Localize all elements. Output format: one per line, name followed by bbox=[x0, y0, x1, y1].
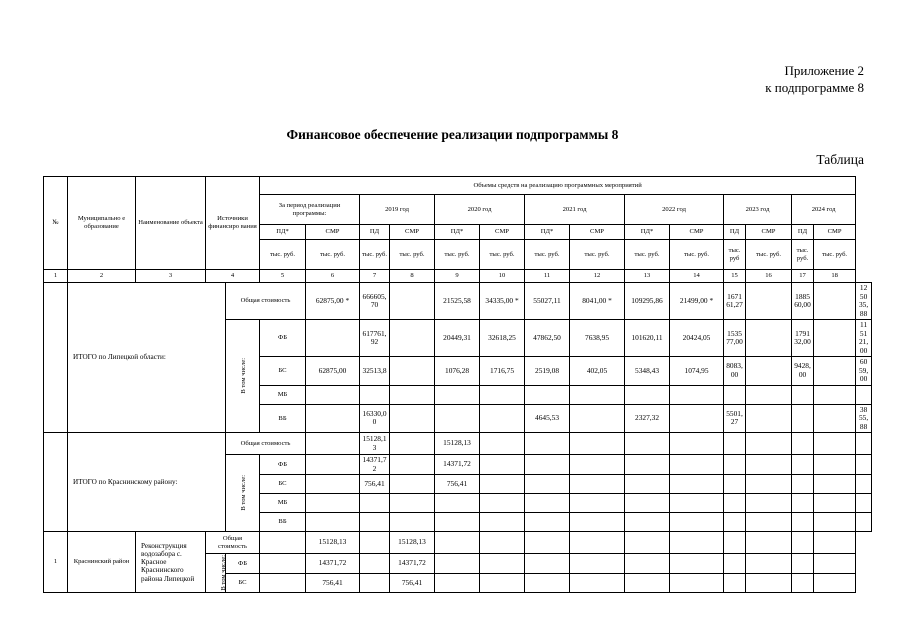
value-cell bbox=[625, 574, 670, 593]
value-cell: 756,41 bbox=[390, 574, 435, 593]
value-cell: 7638,95 bbox=[570, 320, 625, 357]
value-cell bbox=[525, 532, 570, 554]
value-cell bbox=[625, 532, 670, 554]
header-unit: тыс. руб. bbox=[390, 240, 435, 270]
value-cell bbox=[390, 404, 435, 433]
value-cell bbox=[746, 494, 792, 513]
value-cell bbox=[480, 433, 525, 455]
value-cell bbox=[792, 385, 814, 404]
value-cell bbox=[306, 494, 360, 513]
value-cell bbox=[724, 554, 746, 574]
header-unit: тыс. руб. bbox=[625, 240, 670, 270]
header-subcolumn: ПД bbox=[792, 225, 814, 240]
value-cell bbox=[570, 554, 625, 574]
value-cell bbox=[260, 554, 306, 574]
column-number: 10 bbox=[480, 270, 525, 283]
header-subcolumn: ПД* bbox=[435, 225, 480, 240]
including-label bbox=[226, 320, 260, 433]
value-cell bbox=[792, 554, 814, 574]
header-unit: тыс. руб. bbox=[525, 240, 570, 270]
value-cell bbox=[814, 574, 856, 593]
value-cell bbox=[435, 385, 480, 404]
value-cell bbox=[360, 532, 390, 554]
source-fb: ФБ bbox=[226, 554, 260, 574]
value-cell bbox=[360, 574, 390, 593]
value-cell bbox=[625, 475, 670, 494]
value-cell bbox=[525, 574, 570, 593]
value-cell bbox=[360, 494, 390, 513]
column-number: 11 bbox=[525, 270, 570, 283]
value-cell: 16330,00 bbox=[360, 404, 390, 433]
value-cell bbox=[570, 404, 625, 433]
value-cell: 2327,32 bbox=[625, 404, 670, 433]
value-cell bbox=[306, 475, 360, 494]
value-cell bbox=[625, 385, 670, 404]
header-subcolumn: ПД bbox=[724, 225, 746, 240]
column-number: 4 bbox=[206, 270, 260, 283]
header-period: 2022 год bbox=[625, 195, 724, 225]
value-cell: 15128,13 bbox=[360, 433, 390, 455]
value-cell bbox=[746, 320, 792, 357]
value-cell bbox=[435, 494, 480, 513]
appendix-line-2: к подпрограмме 8 bbox=[765, 80, 864, 95]
value-cell bbox=[670, 494, 724, 513]
header-subcolumn: СМР bbox=[670, 225, 724, 240]
header-subcolumn: СМР bbox=[570, 225, 625, 240]
value-cell bbox=[670, 433, 724, 455]
value-cell bbox=[724, 513, 746, 532]
value-cell bbox=[390, 513, 435, 532]
source-total-cost: Общая стоимость bbox=[206, 532, 260, 554]
value-cell bbox=[746, 433, 792, 455]
row-number bbox=[44, 283, 68, 433]
value-cell bbox=[360, 513, 390, 532]
value-cell bbox=[360, 554, 390, 574]
value-cell: 109295,86 bbox=[625, 283, 670, 320]
value-cell bbox=[435, 532, 480, 554]
column-number: 16 bbox=[746, 270, 792, 283]
column-number: 15 bbox=[724, 270, 746, 283]
value-cell bbox=[746, 357, 792, 386]
value-cell bbox=[435, 513, 480, 532]
value-cell bbox=[814, 475, 856, 494]
value-cell bbox=[814, 455, 856, 475]
value-cell bbox=[480, 574, 525, 593]
source-mb: МБ bbox=[260, 494, 306, 513]
value-cell: 55027,11 bbox=[525, 283, 570, 320]
value-cell: 34335,00 * bbox=[480, 283, 525, 320]
header-unit: тыс. руб. bbox=[435, 240, 480, 270]
table-label: Таблица bbox=[816, 152, 864, 167]
value-cell bbox=[792, 513, 814, 532]
value-cell bbox=[814, 513, 856, 532]
header-unit: тыс. руб. bbox=[260, 240, 306, 270]
source-mb: МБ bbox=[260, 385, 306, 404]
value-cell bbox=[570, 513, 625, 532]
document-title: Финансовое обеспечение реализации подпрограммы 8 bbox=[286, 127, 619, 142]
header-subcolumn: СМР bbox=[306, 225, 360, 240]
value-cell bbox=[814, 554, 856, 574]
value-cell bbox=[480, 554, 525, 574]
header-period: 2019 год bbox=[360, 195, 435, 225]
value-cell bbox=[814, 320, 856, 357]
value-cell bbox=[670, 385, 724, 404]
value-cell bbox=[856, 475, 872, 494]
header-subcolumn: СМР bbox=[480, 225, 525, 240]
value-cell bbox=[724, 494, 746, 513]
value-cell bbox=[525, 455, 570, 475]
value-cell bbox=[570, 574, 625, 593]
value-cell bbox=[625, 554, 670, 574]
value-cell bbox=[746, 513, 792, 532]
value-cell bbox=[360, 385, 390, 404]
header-subcolumn: ПД* bbox=[625, 225, 670, 240]
value-cell bbox=[390, 357, 435, 386]
value-cell bbox=[390, 455, 435, 475]
value-cell: 21525,58 bbox=[435, 283, 480, 320]
value-cell bbox=[792, 574, 814, 593]
value-cell bbox=[670, 532, 724, 554]
value-cell bbox=[670, 404, 724, 433]
value-cell bbox=[480, 475, 525, 494]
header-unit: тыс. руб. bbox=[306, 240, 360, 270]
financing-table bbox=[43, 176, 872, 593]
value-cell bbox=[625, 513, 670, 532]
including-text: В том числе: bbox=[240, 358, 248, 394]
value-cell bbox=[814, 404, 856, 433]
column-number: 17 bbox=[792, 270, 814, 283]
table-row bbox=[44, 433, 872, 455]
value-cell bbox=[525, 433, 570, 455]
value-cell: 8083,00 bbox=[724, 357, 746, 386]
value-cell bbox=[856, 455, 872, 475]
value-cell bbox=[525, 475, 570, 494]
value-cell: 14371,72 bbox=[360, 455, 390, 475]
column-number: 14 bbox=[670, 270, 724, 283]
value-cell bbox=[724, 385, 746, 404]
column-number: 9 bbox=[435, 270, 480, 283]
value-cell bbox=[390, 283, 435, 320]
header-subcolumn: ПД bbox=[360, 225, 390, 240]
value-cell bbox=[625, 433, 670, 455]
value-cell: 1076,28 bbox=[435, 357, 480, 386]
value-cell: 5348,43 bbox=[625, 357, 670, 386]
value-cell bbox=[306, 433, 360, 455]
including-text: В том числе: bbox=[220, 555, 228, 592]
value-cell bbox=[260, 574, 306, 593]
appendix-line-1: Приложение 2 bbox=[784, 63, 864, 78]
including-label bbox=[226, 455, 260, 532]
value-cell bbox=[746, 404, 792, 433]
column-number: 3 bbox=[136, 270, 206, 283]
value-cell bbox=[814, 283, 856, 320]
including-text: В том числе: bbox=[240, 475, 248, 512]
header-subcolumn: СМР bbox=[814, 225, 856, 240]
value-cell: 756,41 bbox=[360, 475, 390, 494]
value-cell bbox=[306, 513, 360, 532]
group-name: ИТОГО по Краснинскому району: bbox=[68, 433, 226, 532]
header-unit: тыс. руб. bbox=[746, 240, 792, 270]
value-cell bbox=[814, 532, 856, 554]
header-period: 2023 год bbox=[724, 195, 792, 225]
value-cell bbox=[724, 433, 746, 455]
value-cell: 756,41 bbox=[306, 574, 360, 593]
value-cell: 6059,00 bbox=[856, 357, 872, 386]
column-number: 1 bbox=[44, 270, 68, 283]
header-volume: Объемы средств на реализацию программных мероприятий bbox=[260, 177, 856, 195]
value-cell bbox=[856, 494, 872, 513]
including-label bbox=[206, 554, 226, 593]
value-cell bbox=[792, 433, 814, 455]
value-cell bbox=[570, 532, 625, 554]
source-fb: ФБ bbox=[260, 320, 306, 357]
value-cell: 666605,70 bbox=[360, 283, 390, 320]
column-number: 18 bbox=[814, 270, 856, 283]
value-cell bbox=[480, 494, 525, 513]
value-cell bbox=[390, 475, 435, 494]
value-cell bbox=[625, 455, 670, 475]
column-number: 2 bbox=[68, 270, 136, 283]
header-unit: тыс. руб. bbox=[480, 240, 525, 270]
value-cell bbox=[746, 574, 792, 593]
value-cell bbox=[525, 494, 570, 513]
value-cell bbox=[525, 385, 570, 404]
header-no: № bbox=[44, 177, 68, 270]
source-vb: ВБ bbox=[260, 404, 306, 433]
header-unit: тыс. руб bbox=[724, 240, 746, 270]
value-cell bbox=[792, 475, 814, 494]
value-cell bbox=[856, 385, 872, 404]
header-unit: тыс. руб. bbox=[792, 240, 814, 270]
value-cell bbox=[724, 574, 746, 593]
value-cell bbox=[435, 574, 480, 593]
source-fb: ФБ bbox=[260, 455, 306, 475]
column-number: 7 bbox=[360, 270, 390, 283]
value-cell bbox=[306, 320, 360, 357]
value-cell bbox=[746, 475, 792, 494]
value-cell bbox=[746, 385, 792, 404]
value-cell bbox=[306, 385, 360, 404]
value-cell bbox=[746, 532, 792, 554]
value-cell: 15128,13 bbox=[435, 433, 480, 455]
value-cell bbox=[390, 494, 435, 513]
value-cell: 101620,11 bbox=[625, 320, 670, 357]
value-cell: 402,05 bbox=[570, 357, 625, 386]
value-cell bbox=[480, 532, 525, 554]
value-cell bbox=[724, 475, 746, 494]
header-funding-sources: Источники финансиро вания bbox=[206, 177, 260, 270]
value-cell bbox=[625, 494, 670, 513]
value-cell bbox=[670, 574, 724, 593]
value-cell: 9428,00 bbox=[792, 357, 814, 386]
value-cell: 14371,72 bbox=[435, 455, 480, 475]
value-cell: 2519,08 bbox=[525, 357, 570, 386]
value-cell bbox=[792, 455, 814, 475]
value-cell: 3855,88 bbox=[856, 404, 872, 433]
header-unit: тыс. руб. bbox=[814, 240, 856, 270]
value-cell: 4645,53 bbox=[525, 404, 570, 433]
value-cell bbox=[306, 404, 360, 433]
value-cell: 1074,95 bbox=[670, 357, 724, 386]
value-cell bbox=[570, 385, 625, 404]
value-cell: 756,41 bbox=[435, 475, 480, 494]
header-subcolumn: СМР bbox=[746, 225, 792, 240]
source-total-cost: Общая стоимость bbox=[226, 433, 306, 455]
value-cell: 20424,05 bbox=[670, 320, 724, 357]
value-cell: 153577,00 bbox=[724, 320, 746, 357]
value-cell bbox=[814, 357, 856, 386]
value-cell bbox=[570, 494, 625, 513]
value-cell bbox=[792, 532, 814, 554]
value-cell bbox=[525, 554, 570, 574]
column-number: 8 bbox=[390, 270, 435, 283]
value-cell bbox=[724, 455, 746, 475]
table-row bbox=[44, 283, 872, 320]
value-cell bbox=[856, 513, 872, 532]
column-number: 12 bbox=[570, 270, 625, 283]
value-cell bbox=[792, 494, 814, 513]
value-cell bbox=[525, 513, 570, 532]
value-cell bbox=[306, 455, 360, 475]
value-cell bbox=[480, 455, 525, 475]
header-subcolumn: СМР bbox=[390, 225, 435, 240]
header-unit: тыс. руб. bbox=[670, 240, 724, 270]
value-cell: 15128,13 bbox=[306, 532, 360, 554]
value-cell bbox=[670, 513, 724, 532]
value-cell bbox=[792, 404, 814, 433]
source-vb: ВБ bbox=[260, 513, 306, 532]
value-cell: 125035,88 bbox=[856, 283, 872, 320]
value-cell bbox=[814, 385, 856, 404]
header-period: 2020 год bbox=[435, 195, 525, 225]
value-cell: 188560,00 bbox=[792, 283, 814, 320]
column-number: 6 bbox=[306, 270, 360, 283]
group-name: ИТОГО по Липецкой области: bbox=[68, 283, 226, 433]
value-cell: 617761,92 bbox=[360, 320, 390, 357]
value-cell: 5501,27 bbox=[724, 404, 746, 433]
value-cell: 115121,00 bbox=[856, 320, 872, 357]
value-cell bbox=[390, 433, 435, 455]
value-cell bbox=[480, 385, 525, 404]
source-bs: БС bbox=[260, 475, 306, 494]
value-cell bbox=[814, 433, 856, 455]
header-subcolumn: ПД* bbox=[525, 225, 570, 240]
value-cell bbox=[480, 513, 525, 532]
value-cell bbox=[670, 475, 724, 494]
value-cell: 21499,00 * bbox=[670, 283, 724, 320]
header-period: За период реализации программы: bbox=[260, 195, 360, 225]
value-cell bbox=[260, 532, 306, 554]
value-cell bbox=[435, 404, 480, 433]
value-cell bbox=[570, 455, 625, 475]
value-cell: 1716,75 bbox=[480, 357, 525, 386]
value-cell bbox=[724, 532, 746, 554]
value-cell: 62875,00 bbox=[306, 357, 360, 386]
value-cell: 47862,50 bbox=[525, 320, 570, 357]
value-cell: 8041,00 * bbox=[570, 283, 625, 320]
value-cell: 62875,00 * bbox=[306, 283, 360, 320]
header-unit: тыс. руб. bbox=[360, 240, 390, 270]
municipality-name: Краснинский район bbox=[68, 532, 136, 593]
column-number: 13 bbox=[625, 270, 670, 283]
value-cell bbox=[435, 554, 480, 574]
header-unit: тыс. руб. bbox=[570, 240, 625, 270]
value-cell bbox=[746, 554, 792, 574]
header-period: 2024 год bbox=[792, 195, 856, 225]
value-cell bbox=[570, 433, 625, 455]
value-cell: 167161,27 bbox=[724, 283, 746, 320]
row-number bbox=[44, 433, 68, 532]
value-cell: 179132,00 bbox=[792, 320, 814, 357]
value-cell bbox=[390, 320, 435, 357]
value-cell: 20449,31 bbox=[435, 320, 480, 357]
value-cell: 15128,13 bbox=[390, 532, 435, 554]
value-cell bbox=[814, 494, 856, 513]
row-number: 1 bbox=[44, 532, 68, 593]
source-total-cost: Общая стоимость bbox=[226, 283, 306, 320]
value-cell bbox=[670, 455, 724, 475]
source-bs: БС bbox=[260, 357, 306, 386]
object-name: Реконструкция водозабора с. Красное Краснинского района Липецкой bbox=[136, 532, 206, 593]
source-bs: БС bbox=[226, 574, 260, 593]
value-cell bbox=[746, 283, 792, 320]
table-row bbox=[44, 532, 872, 554]
value-cell bbox=[746, 455, 792, 475]
header-period: 2021 год bbox=[525, 195, 625, 225]
value-cell bbox=[480, 404, 525, 433]
value-cell bbox=[856, 433, 872, 455]
value-cell bbox=[570, 475, 625, 494]
value-cell bbox=[670, 554, 724, 574]
column-number: 5 bbox=[260, 270, 306, 283]
value-cell: 14371,72 bbox=[306, 554, 360, 574]
value-cell: 32618,25 bbox=[480, 320, 525, 357]
value-cell: 14371,72 bbox=[390, 554, 435, 574]
value-cell: 32513,8 bbox=[360, 357, 390, 386]
header-subcolumn: ПД* bbox=[260, 225, 306, 240]
header-object-name: Наименование объекта bbox=[136, 177, 206, 270]
value-cell bbox=[390, 385, 435, 404]
header-municipality: Муниципально е образование bbox=[68, 177, 136, 270]
